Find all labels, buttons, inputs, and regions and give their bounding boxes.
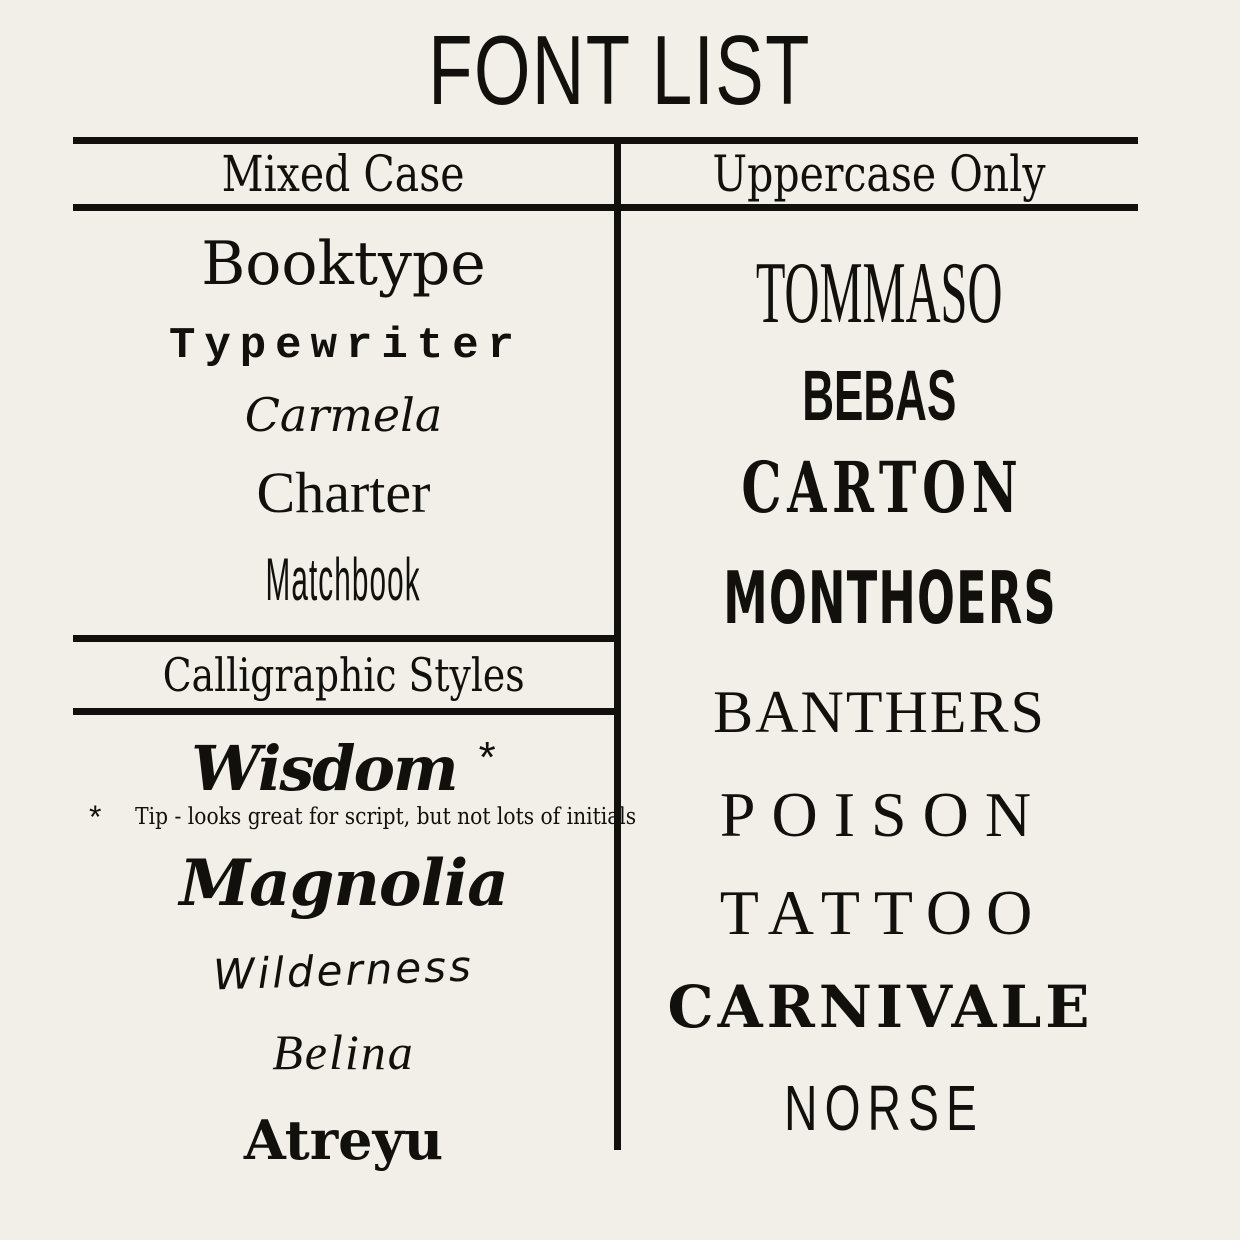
divider-below-calligraphic — [73, 708, 614, 715]
font-sample-carnivale — [621, 973, 1138, 1041]
divider-above-calligraphic — [73, 635, 614, 642]
font-sample-booktype — [73, 229, 614, 299]
font-sample-bebas — [621, 357, 1138, 436]
divider-under-headers — [73, 204, 1138, 211]
wisdom-asterisk-marker: * — [478, 733, 496, 782]
font-sample-carton-text: CARTON — [741, 446, 1025, 529]
font-sample-wilderness-text: Wilderness — [212, 941, 475, 1000]
font-sample-wilderness — [73, 941, 614, 1000]
font-sample-norse-text: NORSE — [783, 1072, 984, 1144]
font-sample-magnolia — [73, 846, 614, 921]
font-sample-banthers-text: BANTHERS — [713, 679, 1046, 745]
footnote-asterisk-icon: * — [89, 799, 102, 835]
font-sample-tommaso-text: TOMMASO — [756, 245, 1003, 342]
font-sample-poison-text: POISON — [719, 779, 1048, 850]
font-sample-matchbook — [73, 546, 614, 614]
font-sample-charter — [73, 460, 614, 525]
font-sample-monthoers — [621, 556, 1138, 640]
divider-vertical — [614, 137, 621, 1150]
font-sample-carnivale-text: CARNIVALE — [667, 973, 1094, 1041]
font-sample-carton — [621, 446, 1138, 529]
font-sample-carmela-text: Carmela — [244, 388, 443, 442]
font-sample-typewriter — [73, 321, 614, 371]
font-sample-banthers — [621, 679, 1138, 745]
font-sample-bebas-text: BEBAS — [802, 357, 957, 436]
font-sample-poison — [621, 779, 1138, 850]
font-sample-norse — [621, 1072, 1138, 1144]
page-title-text: FONT LIST — [428, 14, 812, 125]
section-header-calligraphic-styles — [73, 644, 614, 706]
font-sample-atreyu — [73, 1108, 614, 1172]
divider-top — [73, 137, 1138, 144]
font-sample-typewriter-text: Typewriter — [168, 321, 524, 371]
page-title — [0, 14, 1240, 125]
footnote-text: Tip - looks great for script, but not lots of initials — [135, 803, 637, 830]
font-sample-tattoo — [621, 877, 1138, 948]
font-sample-wisdom — [73, 732, 614, 805]
section-header-calligraphic-styles-text: Calligraphic Styles — [162, 648, 525, 702]
column-header-mixed-case — [73, 144, 614, 204]
font-sample-monthoers-text: MONTHOERS — [723, 556, 1057, 640]
font-sample-booktype-text: Booktype — [201, 229, 486, 299]
font-sample-matchbook-text: Matchbook — [265, 546, 422, 614]
font-sample-wisdom-text: Wisdom — [191, 732, 457, 805]
font-sample-belina-text: Belina — [272, 1024, 415, 1080]
font-sample-belina — [73, 1024, 614, 1080]
font-sample-charter-text: Charter — [256, 460, 431, 525]
font-sample-carmela — [73, 388, 614, 442]
column-header-mixed-case-text: Mixed Case — [222, 145, 465, 203]
font-sample-magnolia-text: Magnolia — [179, 846, 508, 921]
font-sample-atreyu-text: Atreyu — [243, 1108, 444, 1172]
font-sample-tommaso — [621, 245, 1138, 342]
column-header-uppercase-only-text: Uppercase Only — [713, 145, 1046, 203]
footnote — [73, 799, 637, 835]
font-sample-tattoo-text: TATTOO — [719, 877, 1047, 948]
column-header-uppercase-only — [621, 144, 1138, 204]
